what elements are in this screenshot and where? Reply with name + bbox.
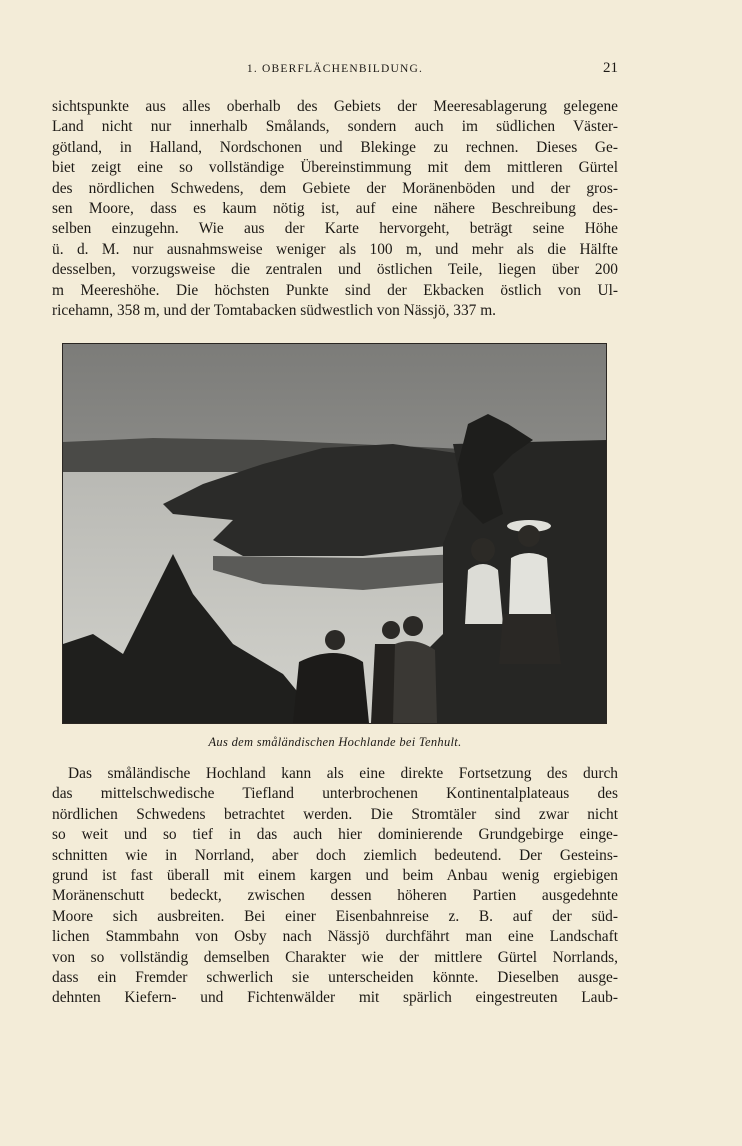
- text-line: so weit und so tief in das auch hier dominierende Grundgebirge einge-: [52, 826, 618, 844]
- landscape-photograph: [62, 343, 607, 724]
- text-line: schnitten wie in Norrland, aber doch ziemlich bedeutend. Der Gesteins-: [52, 846, 618, 864]
- text-line: Land nicht nur innerhalb Smålands, sondern auch im südlichen Väster-: [52, 118, 618, 136]
- running-header: [52, 60, 618, 76]
- text-line: das mittelschwedische Tiefland unterbrochenen Kontinentalplateaus des: [52, 785, 618, 803]
- text-line: selben einzugehn. Wie aus der Karte hervorgeht, beträgt seine Höhe: [52, 220, 618, 238]
- text-line: desselben, vorzugsweise die zentralen und östlichen Teile, liegen über 200: [52, 261, 618, 279]
- chapter-running-title: 1. OBERFLÄCHENBILDUNG.: [246, 63, 424, 75]
- figure-caption: Aus dem småländischen Hochlande bei Tenhult.: [208, 735, 462, 749]
- text-line: lichen Stammbahn von Osby nach Nässjö durchfährt man eine Landschaft: [52, 928, 618, 946]
- text-line: dass ein Fremder schwerlich sie unterscheiden könnte. Dieselben ausge-: [52, 968, 618, 986]
- photo-illustration: [63, 344, 606, 723]
- text-line: ü. d. M. nur ausnahmsweise weniger als 100 m, und mehr als die Hälfte: [52, 240, 618, 258]
- text-line: des nördlichen Schwedens, dem Gebiete der Moränenböden und der gros-: [52, 179, 618, 197]
- text-line: sen Moore, dass es kaum nötig ist, auf eine nähere Beschreibung des-: [52, 199, 618, 217]
- text-line: m Meereshöhe. Die höchsten Punkte sind der Ekbacken östlich von Ul-: [52, 281, 618, 299]
- text-line: biet zeigt eine so vollständige Übereinstimmung mit dem mittleren Gürtel: [52, 159, 618, 177]
- paragraph-hochland: [52, 764, 618, 1009]
- text-line: nördlichen Schwedens betrachtet werden. Die Stromtäler sind zwar nicht: [52, 805, 618, 823]
- text-line: Das småländische Hochland kann als eine direkte Fortsetzung des durch: [68, 765, 618, 782]
- text-line: von so vollständig demselben Charakter wie der mittlere Gürtel Norrlands,: [52, 948, 618, 966]
- text-line: Moränenschutt bedeckt, zwischen dessen höheren Partien ausgedehnte: [52, 887, 618, 905]
- text-line: grund ist fast überall mit einem kargen und beim Anbau wenig ergiebigen: [52, 866, 618, 884]
- text-line: Moore sich ausbreiten. Bei einer Eisenbahnreise z. B. auf der süd-: [52, 907, 618, 925]
- text-line: ricehamn, 358 m, und der Tomtabacken südwestlich von Nässjö, 337 m.: [52, 301, 497, 319]
- text-line: dehnten Kiefern- und Fichtenwälder mit spärlich eingestreuten Laub-: [52, 989, 618, 1007]
- text-line: götland, in Halland, Nordschonen und Blekinge zu rechnen. Dieses Ge-: [52, 138, 618, 156]
- text-line: sichtspunkte aus alles oberhalb des Gebiets der Meeresablagerung gelegene: [52, 98, 618, 115]
- page-number: 21: [603, 60, 618, 76]
- paragraph-continuation: [52, 97, 618, 321]
